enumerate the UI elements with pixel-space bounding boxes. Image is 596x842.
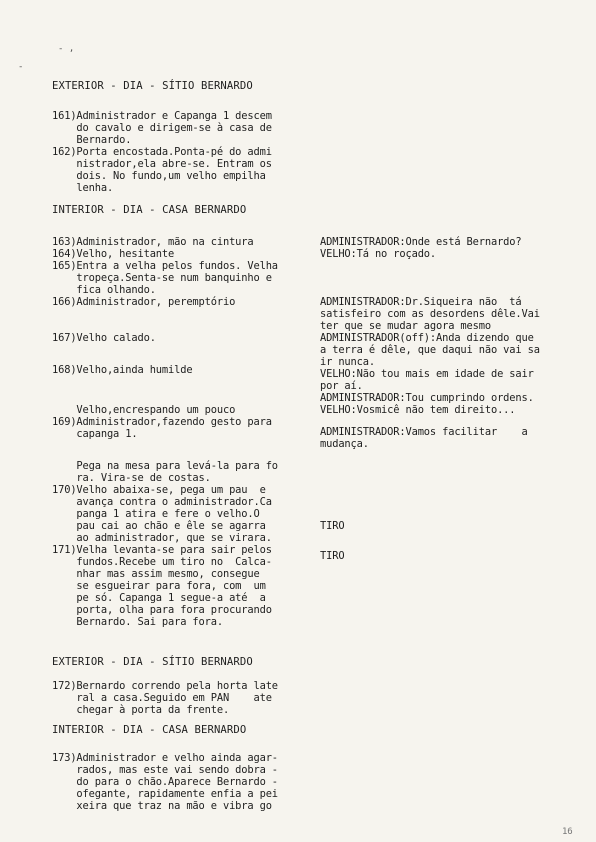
dialogue-line: ir nunca. <box>320 356 375 368</box>
page-number: 16 <box>562 827 573 837</box>
dialogue-line: VELHO:Vosmicê não tem direito... <box>320 404 516 416</box>
action-line: 164)Velho, hesitante <box>52 248 175 260</box>
action-line: Bernardo. Sai para fora. <box>52 616 223 628</box>
dialogue-line: VELHO:Tá no roçado. <box>320 248 437 260</box>
dialogue-line: satisfeiro com as desordens dêle.Vai <box>320 308 540 320</box>
action-line: pau cai ao chão e êle se agarra <box>52 520 266 532</box>
action-line: xeira que traz na mão e vibra go <box>52 800 272 812</box>
action-line: ofegante, rapidamente enfia a pei <box>52 788 278 800</box>
action-line: 165)Entra a velha pelos fundos. Velha <box>52 260 278 272</box>
action-line: 171)Velha levanta-se para sair pelos <box>52 544 272 556</box>
sound-cue: TIRO <box>320 520 345 532</box>
action-line: Bernardo. <box>52 134 132 146</box>
action-line: 161)Administrador e Capanga 1 descem <box>52 110 272 122</box>
margin-mark: - , <box>58 44 75 54</box>
dialogue-line: a terra é dêle, que daqui não vai sa <box>320 344 540 356</box>
action-line: ra. Vira-se de costas. <box>52 472 211 484</box>
action-line: 168)Velho,ainda humilde <box>52 364 193 376</box>
action-line: do cavalo e dirigem-se à casa de <box>52 122 272 134</box>
action-line: 172)Bernardo correndo pela horta late <box>52 680 278 692</box>
action-line: chegar à porta da frente. <box>52 704 230 716</box>
action-line: Pega na mesa para levá-la para fo <box>52 460 278 472</box>
action-line: dois. No fundo,um velho empilha <box>52 170 266 182</box>
action-line: capanga 1. <box>52 428 138 440</box>
dialogue-line: ADMINISTRADOR:Tou cumprindo ordens. <box>320 392 534 404</box>
action-line: panga 1 atira e fere o velho.O <box>52 508 260 520</box>
action-line: do para o chão.Aparece Bernardo - <box>52 776 278 788</box>
dialogue-line: ADMINISTRADOR:Dr.Siqueira não tá <box>320 296 522 308</box>
scene-heading: INTERIOR - DIA - CASA BERNARDO <box>52 724 247 736</box>
action-line: 169)Administrador,fazendo gesto para <box>52 416 272 428</box>
action-line: 173)Administrador e velho ainda agar- <box>52 752 278 764</box>
action-line: 163)Administrador, mão na cintura <box>52 236 254 248</box>
sound-cue: TIRO <box>320 550 345 562</box>
action-line: Velho,encrespando um pouco <box>52 404 236 416</box>
action-line: tropeça.Senta-se num banquinho e <box>52 272 272 284</box>
action-line: rados, mas este vai sendo dobra - <box>52 764 278 776</box>
scene-heading: EXTERIOR - DIA - SÍTIO BERNARDO <box>52 656 253 668</box>
action-line: pe só. Capanga 1 segue-a até a <box>52 592 266 604</box>
action-line: ao administrador, que se virara. <box>52 532 272 544</box>
action-line: nistrador,ela abre-se. Entram os <box>52 158 272 170</box>
action-line: avança contra o administrador.Ca <box>52 496 272 508</box>
dialogue-line: mudança. <box>320 438 369 450</box>
scene-heading: INTERIOR - DIA - CASA BERNARDO <box>52 204 247 216</box>
action-line: fundos.Recebe um tiro no Calca- <box>52 556 272 568</box>
dialogue-line: ADMINISTRADOR(off):Anda dizendo que <box>320 332 534 344</box>
action-line: se esgueirar para fora, com um <box>52 580 266 592</box>
dialogue-line: ter que se mudar agora mesmo <box>320 320 491 332</box>
dialogue-line: ADMINISTRADOR:Onde está Bernardo? <box>320 236 522 248</box>
action-line: porta, olha para fora procurando <box>52 604 272 616</box>
dialogue-line: ADMINISTRADOR:Vamos facilitar a <box>320 426 528 438</box>
scene-heading: EXTERIOR - DIA - SÍTIO BERNARDO <box>52 80 253 92</box>
action-line: nhar mas assim mesmo, consegue <box>52 568 260 580</box>
action-line: 162)Porta encostada.Ponta-pé do admi <box>52 146 272 158</box>
action-line: ral a casa.Seguido em PAN ate <box>52 692 272 704</box>
dialogue-line: VELHO:Não tou mais em idade de sair <box>320 368 534 380</box>
action-line: 167)Velho calado. <box>52 332 156 344</box>
action-line: 170)Velho abaixa-se, pega um pau e <box>52 484 266 496</box>
action-line: lenha. <box>52 182 114 194</box>
action-line: fica olhando. <box>52 284 156 296</box>
margin-mark: - <box>18 62 24 72</box>
action-line: 166)Administrador, peremptório <box>52 296 236 308</box>
dialogue-line: por aí. <box>320 380 363 392</box>
